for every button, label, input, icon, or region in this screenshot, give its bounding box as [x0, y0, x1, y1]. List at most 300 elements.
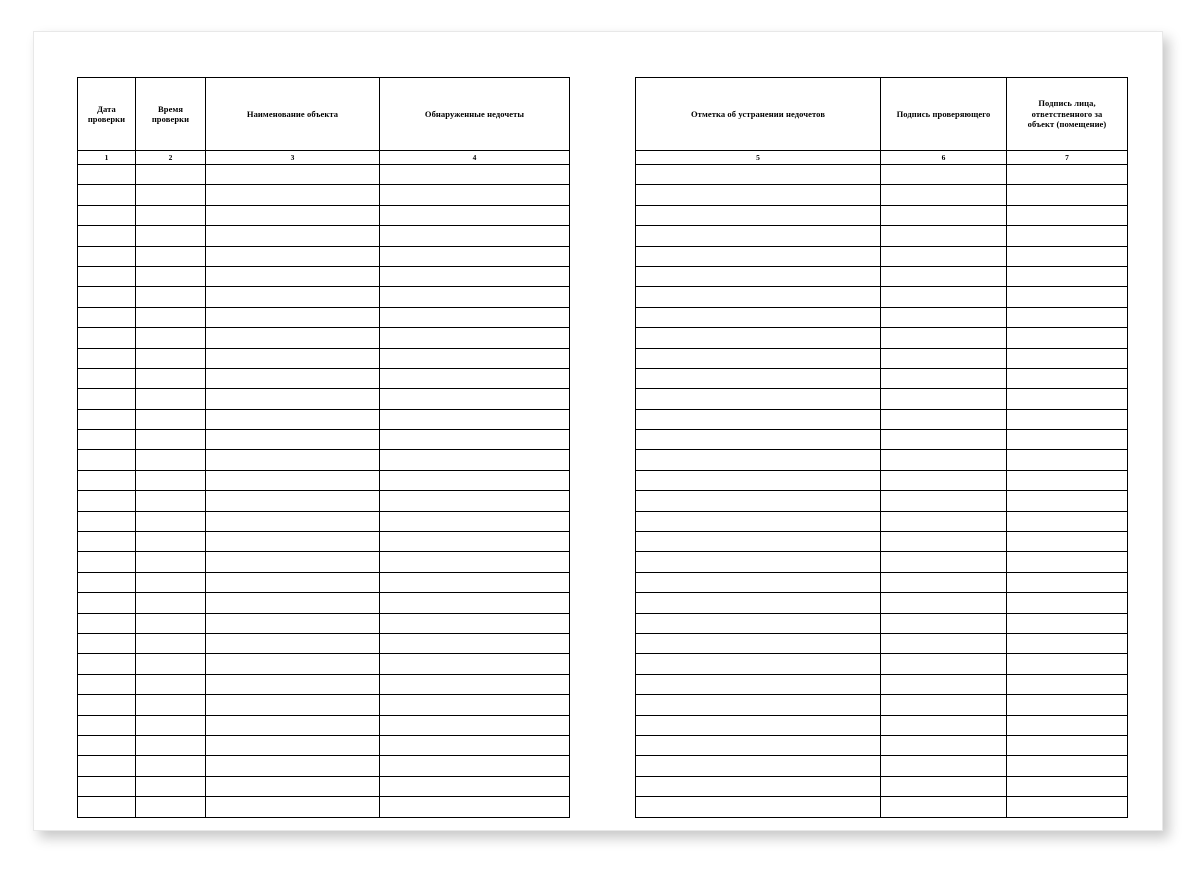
table-cell[interactable]: [380, 552, 570, 572]
table-cell[interactable]: [136, 266, 206, 286]
table-cell[interactable]: [78, 776, 136, 796]
table-cell[interactable]: [1007, 287, 1128, 307]
table-cell[interactable]: [636, 593, 881, 613]
table-cell[interactable]: [206, 185, 380, 205]
table-cell[interactable]: [206, 756, 380, 776]
table-cell[interactable]: [636, 328, 881, 348]
table-cell[interactable]: [206, 593, 380, 613]
table-cell[interactable]: [1007, 266, 1128, 286]
table-cell[interactable]: [881, 756, 1007, 776]
left-column-number-row: [78, 151, 570, 165]
table-cell[interactable]: [636, 307, 881, 327]
table-row[interactable]: [636, 266, 1128, 286]
table-cell[interactable]: [136, 593, 206, 613]
table-row[interactable]: [78, 368, 570, 388]
table-cell[interactable]: [1007, 654, 1128, 674]
left-header-row: [78, 78, 570, 151]
table-cell[interactable]: [881, 205, 1007, 225]
table-cell[interactable]: [1007, 328, 1128, 348]
table-cell[interactable]: [136, 797, 206, 817]
table-row[interactable]: [78, 450, 570, 470]
table-row[interactable]: [78, 715, 570, 735]
table-cell[interactable]: [206, 348, 380, 368]
table-cell[interactable]: [1007, 695, 1128, 715]
table-row[interactable]: [636, 674, 1128, 694]
table-row[interactable]: [78, 491, 570, 511]
table-cell[interactable]: [136, 205, 206, 225]
table-cell[interactable]: [1007, 797, 1128, 817]
table-cell[interactable]: [206, 470, 380, 490]
table-cell[interactable]: [881, 572, 1007, 592]
table-row[interactable]: [78, 674, 570, 694]
table-cell[interactable]: [206, 165, 380, 185]
table-cell[interactable]: [636, 756, 881, 776]
table-cell[interactable]: [881, 695, 1007, 715]
table-row[interactable]: [636, 307, 1128, 327]
table-cell[interactable]: [636, 185, 881, 205]
column-header-found-defects: Обнаруженные недочеты: [380, 78, 570, 151]
table-cell[interactable]: [206, 409, 380, 429]
table-cell[interactable]: [206, 389, 380, 409]
table-cell[interactable]: [206, 246, 380, 266]
table-cell[interactable]: [206, 735, 380, 755]
table-row[interactable]: [636, 572, 1128, 592]
table-row[interactable]: [78, 735, 570, 755]
table-cell[interactable]: [380, 674, 570, 694]
table-row[interactable]: [78, 185, 570, 205]
table-cell[interactable]: [78, 674, 136, 694]
table-row[interactable]: [636, 491, 1128, 511]
table-cell[interactable]: [380, 389, 570, 409]
table-row[interactable]: [636, 450, 1128, 470]
table-cell[interactable]: [380, 532, 570, 552]
column-number-5: 5: [636, 151, 881, 165]
table-row[interactable]: [636, 613, 1128, 633]
table-cell[interactable]: [136, 695, 206, 715]
table-cell[interactable]: [881, 532, 1007, 552]
table-cell[interactable]: [636, 348, 881, 368]
table-cell[interactable]: [380, 695, 570, 715]
table-cell[interactable]: [78, 205, 136, 225]
table-cell[interactable]: [881, 246, 1007, 266]
table-cell[interactable]: [136, 450, 206, 470]
table-cell[interactable]: [78, 409, 136, 429]
table-cell[interactable]: [206, 266, 380, 286]
table-cell[interactable]: [78, 633, 136, 653]
table-row[interactable]: [78, 695, 570, 715]
table-cell[interactable]: [78, 307, 136, 327]
table-cell[interactable]: [636, 552, 881, 572]
table-cell[interactable]: [206, 328, 380, 348]
table-cell[interactable]: [380, 470, 570, 490]
table-cell[interactable]: [136, 287, 206, 307]
table-cell[interactable]: [881, 409, 1007, 429]
table-row[interactable]: [636, 797, 1128, 817]
table-row[interactable]: [636, 532, 1128, 552]
table-cell[interactable]: [136, 633, 206, 653]
table-cell[interactable]: [636, 491, 881, 511]
table-cell[interactable]: [881, 776, 1007, 796]
table-cell[interactable]: [78, 328, 136, 348]
table-cell[interactable]: [636, 368, 881, 388]
table-cell[interactable]: [380, 409, 570, 429]
table-cell[interactable]: [881, 552, 1007, 572]
table-cell[interactable]: [136, 491, 206, 511]
column-header-object-name: Наименование объекта: [206, 78, 380, 151]
table-cell[interactable]: [78, 593, 136, 613]
table-cell[interactable]: [1007, 776, 1128, 796]
table-row[interactable]: [78, 797, 570, 817]
table-cell[interactable]: [1007, 348, 1128, 368]
table-cell[interactable]: [206, 226, 380, 246]
table-cell[interactable]: [136, 572, 206, 592]
table-row[interactable]: [636, 246, 1128, 266]
table-cell[interactable]: [206, 695, 380, 715]
table-cell[interactable]: [206, 491, 380, 511]
table-row[interactable]: [78, 572, 570, 592]
table-cell[interactable]: [78, 185, 136, 205]
table-cell[interactable]: [1007, 674, 1128, 694]
table-row[interactable]: [636, 735, 1128, 755]
table-cell[interactable]: [1007, 185, 1128, 205]
table-cell[interactable]: [380, 776, 570, 796]
table-row[interactable]: [636, 328, 1128, 348]
table-cell[interactable]: [206, 511, 380, 531]
table-cell[interactable]: [78, 552, 136, 572]
table-row[interactable]: [78, 470, 570, 490]
table-cell[interactable]: [78, 491, 136, 511]
table-cell[interactable]: [881, 654, 1007, 674]
table-cell[interactable]: [380, 328, 570, 348]
table-cell[interactable]: [881, 715, 1007, 735]
table-cell[interactable]: [380, 226, 570, 246]
table-cell[interactable]: [206, 430, 380, 450]
table-cell[interactable]: [1007, 613, 1128, 633]
table-cell[interactable]: [136, 715, 206, 735]
table-cell[interactable]: [380, 715, 570, 735]
table-cell[interactable]: [380, 368, 570, 388]
table-cell[interactable]: [1007, 368, 1128, 388]
table-cell[interactable]: [78, 532, 136, 552]
table-row[interactable]: [636, 226, 1128, 246]
table-cell[interactable]: [380, 654, 570, 674]
table-cell[interactable]: [136, 654, 206, 674]
table-cell[interactable]: [881, 797, 1007, 817]
table-cell[interactable]: [136, 389, 206, 409]
table-row[interactable]: [636, 287, 1128, 307]
table-cell[interactable]: [881, 511, 1007, 531]
table-cell[interactable]: [636, 511, 881, 531]
table-row[interactable]: [78, 307, 570, 327]
table-row[interactable]: [78, 287, 570, 307]
table-cell[interactable]: [636, 246, 881, 266]
table-cell[interactable]: [636, 674, 881, 694]
table-cell[interactable]: [136, 470, 206, 490]
table-cell[interactable]: [636, 776, 881, 796]
table-row[interactable]: [636, 348, 1128, 368]
table-cell[interactable]: [136, 165, 206, 185]
table-cell[interactable]: [206, 552, 380, 572]
table-cell[interactable]: [136, 226, 206, 246]
column-header-defect-resolution: Отметка об устранении недочетов: [636, 78, 881, 151]
table-cell[interactable]: [636, 409, 881, 429]
table-cell[interactable]: [380, 430, 570, 450]
table-cell[interactable]: [136, 674, 206, 694]
table-row[interactable]: [636, 165, 1128, 185]
table-cell[interactable]: [881, 165, 1007, 185]
table-cell[interactable]: [78, 368, 136, 388]
table-cell[interactable]: [380, 756, 570, 776]
table-cell[interactable]: [136, 307, 206, 327]
table-row[interactable]: [78, 328, 570, 348]
table-cell[interactable]: [636, 389, 881, 409]
table-cell[interactable]: [636, 654, 881, 674]
table-cell[interactable]: [136, 532, 206, 552]
table-row[interactable]: [78, 165, 570, 185]
column-header-inspector-signature: Подпись проверяющего: [881, 78, 1007, 151]
table-row[interactable]: [636, 430, 1128, 450]
table-row[interactable]: [78, 593, 570, 613]
table-cell[interactable]: [881, 307, 1007, 327]
table-cell[interactable]: [78, 797, 136, 817]
table-cell[interactable]: [881, 389, 1007, 409]
table-cell[interactable]: [881, 633, 1007, 653]
table-cell[interactable]: [1007, 552, 1128, 572]
table-cell[interactable]: [881, 348, 1007, 368]
table-cell[interactable]: [380, 348, 570, 368]
table-row[interactable]: [636, 776, 1128, 796]
table-row[interactable]: [636, 633, 1128, 653]
table-cell[interactable]: [380, 613, 570, 633]
table-row[interactable]: [78, 226, 570, 246]
table-cell[interactable]: [881, 674, 1007, 694]
table-cell[interactable]: [206, 307, 380, 327]
table-cell[interactable]: [1007, 470, 1128, 490]
table-cell[interactable]: [206, 450, 380, 470]
table-cell[interactable]: [136, 368, 206, 388]
table-cell[interactable]: [1007, 715, 1128, 735]
table-row[interactable]: [78, 409, 570, 429]
table-cell[interactable]: [380, 797, 570, 817]
table-cell[interactable]: [380, 735, 570, 755]
table-cell[interactable]: [136, 613, 206, 633]
column-header-date: Дата проверки: [78, 78, 136, 151]
table-row[interactable]: [78, 430, 570, 450]
table-row[interactable]: [78, 348, 570, 368]
table-cell[interactable]: [78, 348, 136, 368]
table-row[interactable]: [636, 368, 1128, 388]
table-cell[interactable]: [136, 328, 206, 348]
right-journal-table: [635, 77, 1128, 818]
table-row[interactable]: [636, 715, 1128, 735]
table-row[interactable]: [636, 511, 1128, 531]
table-cell[interactable]: [136, 348, 206, 368]
table-cell[interactable]: [206, 368, 380, 388]
table-cell[interactable]: [1007, 633, 1128, 653]
table-row[interactable]: [636, 409, 1128, 429]
table-cell[interactable]: [636, 695, 881, 715]
table-cell[interactable]: [636, 572, 881, 592]
table-cell[interactable]: [206, 797, 380, 817]
table-cell[interactable]: [78, 756, 136, 776]
table-cell[interactable]: [78, 572, 136, 592]
table-cell[interactable]: [136, 430, 206, 450]
table-cell[interactable]: [136, 511, 206, 531]
table-cell[interactable]: [206, 633, 380, 653]
table-cell[interactable]: [1007, 593, 1128, 613]
table-cell[interactable]: [1007, 205, 1128, 225]
table-cell[interactable]: [380, 450, 570, 470]
table-cell[interactable]: [206, 715, 380, 735]
table-cell[interactable]: [1007, 735, 1128, 755]
table-cell[interactable]: [206, 287, 380, 307]
table-cell[interactable]: [78, 389, 136, 409]
table-row[interactable]: [78, 776, 570, 796]
table-cell[interactable]: [78, 654, 136, 674]
table-cell[interactable]: [136, 552, 206, 572]
table-cell[interactable]: [136, 735, 206, 755]
table-row[interactable]: [636, 389, 1128, 409]
table-cell[interactable]: [881, 328, 1007, 348]
table-cell[interactable]: [1007, 389, 1128, 409]
table-row[interactable]: [636, 593, 1128, 613]
column-number-2: 2: [136, 151, 206, 165]
table-cell[interactable]: [206, 776, 380, 796]
table-cell[interactable]: [78, 246, 136, 266]
column-number-6: 6: [881, 151, 1007, 165]
table-cell[interactable]: [78, 287, 136, 307]
table-cell[interactable]: [1007, 409, 1128, 429]
table-cell[interactable]: [881, 226, 1007, 246]
table-cell[interactable]: [380, 266, 570, 286]
table-row[interactable]: [636, 695, 1128, 715]
table-cell[interactable]: [78, 430, 136, 450]
table-cell[interactable]: [380, 511, 570, 531]
table-cell[interactable]: [1007, 246, 1128, 266]
table-cell[interactable]: [380, 205, 570, 225]
table-cell[interactable]: [1007, 491, 1128, 511]
table-cell[interactable]: [380, 287, 570, 307]
left-page: [77, 77, 569, 818]
table-cell[interactable]: [78, 226, 136, 246]
table-cell[interactable]: [1007, 572, 1128, 592]
table-row[interactable]: [78, 613, 570, 633]
table-row[interactable]: [636, 470, 1128, 490]
table-cell[interactable]: [881, 368, 1007, 388]
table-cell[interactable]: [1007, 430, 1128, 450]
table-cell[interactable]: [78, 165, 136, 185]
table-row[interactable]: [636, 654, 1128, 674]
table-cell[interactable]: [636, 226, 881, 246]
table-cell[interactable]: [380, 491, 570, 511]
table-row[interactable]: [78, 654, 570, 674]
table-cell[interactable]: [380, 593, 570, 613]
table-cell[interactable]: [636, 287, 881, 307]
table-cell[interactable]: [206, 532, 380, 552]
table-cell[interactable]: [78, 266, 136, 286]
table-cell[interactable]: [136, 409, 206, 429]
table-cell[interactable]: [78, 735, 136, 755]
table-cell[interactable]: [636, 532, 881, 552]
table-cell[interactable]: [636, 715, 881, 735]
table-cell[interactable]: [881, 593, 1007, 613]
table-cell[interactable]: [78, 450, 136, 470]
table-cell[interactable]: [380, 633, 570, 653]
table-cell[interactable]: [78, 715, 136, 735]
table-cell[interactable]: [380, 572, 570, 592]
table-cell[interactable]: [636, 470, 881, 490]
table-cell[interactable]: [1007, 756, 1128, 776]
table-row[interactable]: [78, 266, 570, 286]
table-cell[interactable]: [136, 246, 206, 266]
table-cell[interactable]: [881, 735, 1007, 755]
table-cell[interactable]: [78, 695, 136, 715]
table-cell[interactable]: [881, 266, 1007, 286]
table-cell[interactable]: [136, 185, 206, 205]
table-cell[interactable]: [881, 287, 1007, 307]
table-cell[interactable]: [1007, 307, 1128, 327]
table-cell[interactable]: [78, 470, 136, 490]
table-cell[interactable]: [380, 307, 570, 327]
table-cell[interactable]: [1007, 532, 1128, 552]
table-row[interactable]: [636, 185, 1128, 205]
table-cell[interactable]: [636, 450, 881, 470]
table-cell[interactable]: [136, 776, 206, 796]
table-cell[interactable]: [636, 633, 881, 653]
table-cell[interactable]: [636, 165, 881, 185]
table-cell[interactable]: [136, 756, 206, 776]
table-cell[interactable]: [881, 491, 1007, 511]
table-row[interactable]: [78, 205, 570, 225]
table-cell[interactable]: [206, 572, 380, 592]
table-cell[interactable]: [1007, 165, 1128, 185]
table-row[interactable]: [78, 552, 570, 572]
table-row[interactable]: [636, 756, 1128, 776]
table-cell[interactable]: [636, 205, 881, 225]
table-cell[interactable]: [78, 511, 136, 531]
table-cell[interactable]: [380, 246, 570, 266]
table-cell[interactable]: [1007, 226, 1128, 246]
table-cell[interactable]: [881, 613, 1007, 633]
table-cell[interactable]: [881, 185, 1007, 205]
table-row[interactable]: [78, 511, 570, 531]
table-row[interactable]: [636, 552, 1128, 572]
table-cell[interactable]: [636, 430, 881, 450]
table-cell[interactable]: [881, 450, 1007, 470]
table-row[interactable]: [78, 389, 570, 409]
table-cell[interactable]: [1007, 450, 1128, 470]
table-cell[interactable]: [206, 674, 380, 694]
table-cell[interactable]: [206, 205, 380, 225]
table-row[interactable]: [78, 532, 570, 552]
table-row[interactable]: [636, 205, 1128, 225]
table-cell[interactable]: [380, 185, 570, 205]
table-row[interactable]: [78, 756, 570, 776]
table-cell[interactable]: [636, 735, 881, 755]
table-cell[interactable]: [636, 613, 881, 633]
table-cell[interactable]: [380, 165, 570, 185]
table-cell[interactable]: [636, 797, 881, 817]
table-row[interactable]: [78, 246, 570, 266]
table-cell[interactable]: [881, 470, 1007, 490]
table-cell[interactable]: [881, 430, 1007, 450]
table-cell[interactable]: [206, 654, 380, 674]
table-row[interactable]: [78, 633, 570, 653]
table-cell[interactable]: [636, 266, 881, 286]
table-cell[interactable]: [1007, 511, 1128, 531]
table-cell[interactable]: [78, 613, 136, 633]
table-cell[interactable]: [206, 613, 380, 633]
